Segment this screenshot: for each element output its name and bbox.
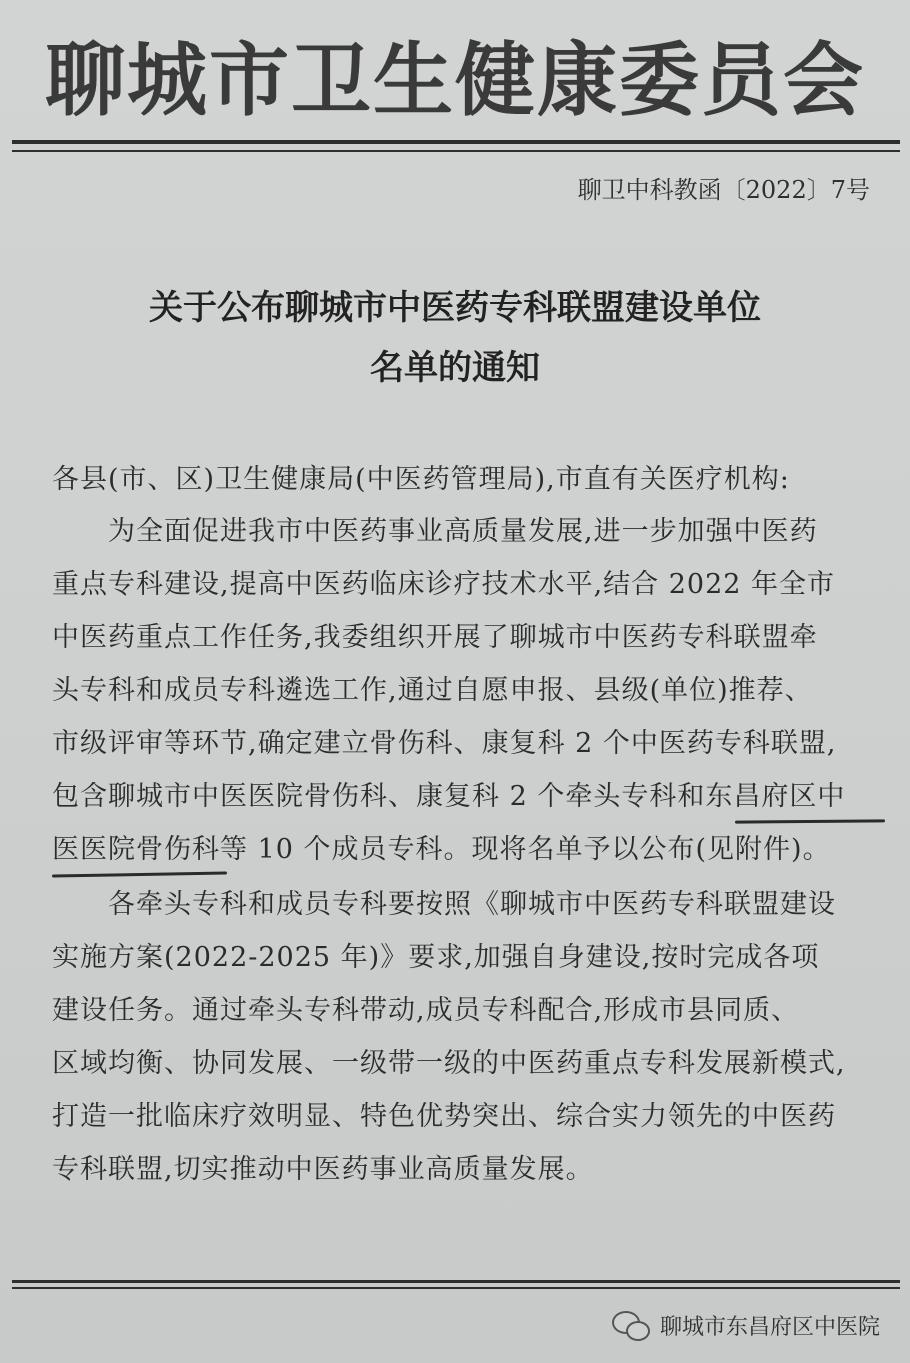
salutation: 各县(市、区)卫生健康局(中医药管理局),市直有关医疗机构: <box>52 464 790 495</box>
body-line: 区域均衡、协同发展、一级带一级的中医药重点专科发展新模式, <box>52 1048 846 1079</box>
document-number: 聊卫中科教函〔2022〕7号 <box>577 176 870 204</box>
handwritten-underline <box>735 819 885 823</box>
header-rule-thin <box>12 150 900 152</box>
watermark-label: 聊城市东昌府区中医院 <box>659 1315 880 1340</box>
body-line: 中医药重点工作任务,我委组织开展了聊城市中医药专科联盟牵 <box>52 622 818 653</box>
wechat-icon <box>612 1311 650 1341</box>
handwritten-underline <box>52 871 227 877</box>
body-line: 医医院骨伤科等 10 个成员专科。现将名单予以公布(见附件)。 <box>52 834 831 865</box>
footer-rule-thick <box>12 1280 900 1283</box>
header-rule-thick <box>12 140 900 144</box>
wechat-watermark <box>612 1310 880 1341</box>
body-line: 为全面促进我市中医药事业高质量发展,进一步加强中医药 <box>52 516 818 547</box>
body-line: 各牵头专科和成员专科要按照《聊城市中医药专科联盟建设 <box>52 889 836 920</box>
body-line: 重点专科建设,提高中医药临床诊疗技术水平,结合 2022 年全市 <box>52 569 836 600</box>
body-line: 专科联盟,切实推动中医药事业高质量发展。 <box>52 1154 594 1185</box>
body-line: 市级评审等环节,确定建立骨伤科、康复科 2 个中医药专科联盟, <box>52 728 837 759</box>
notice-title-line-2: 名单的通知 <box>370 348 540 388</box>
body-line: 包含聊城市中医医院骨伤科、康复科 2 个牵头专科和东昌府区中 <box>52 781 846 812</box>
body-line: 打造一批临床疗效明显、特色优势突出、综合实力领先的中医药 <box>52 1101 836 1132</box>
body-line: 实施方案(2022-2025 年)》要求,加强自身建设,按时完成各项 <box>52 942 820 973</box>
footer-rule-thin <box>12 1287 900 1289</box>
body-line: 建设任务。通过牵头专科带动,成员专科配合,形成市县同质、 <box>52 995 800 1026</box>
notice-title-line-1: 关于公布聊城市中医药专科联盟建设单位 <box>149 288 761 328</box>
body-line: 头专科和成员专科遴选工作,通过自愿申报、县级(单位)推荐、 <box>52 675 813 706</box>
organization-header: 聊城市卫生健康委员会 <box>45 33 865 127</box>
